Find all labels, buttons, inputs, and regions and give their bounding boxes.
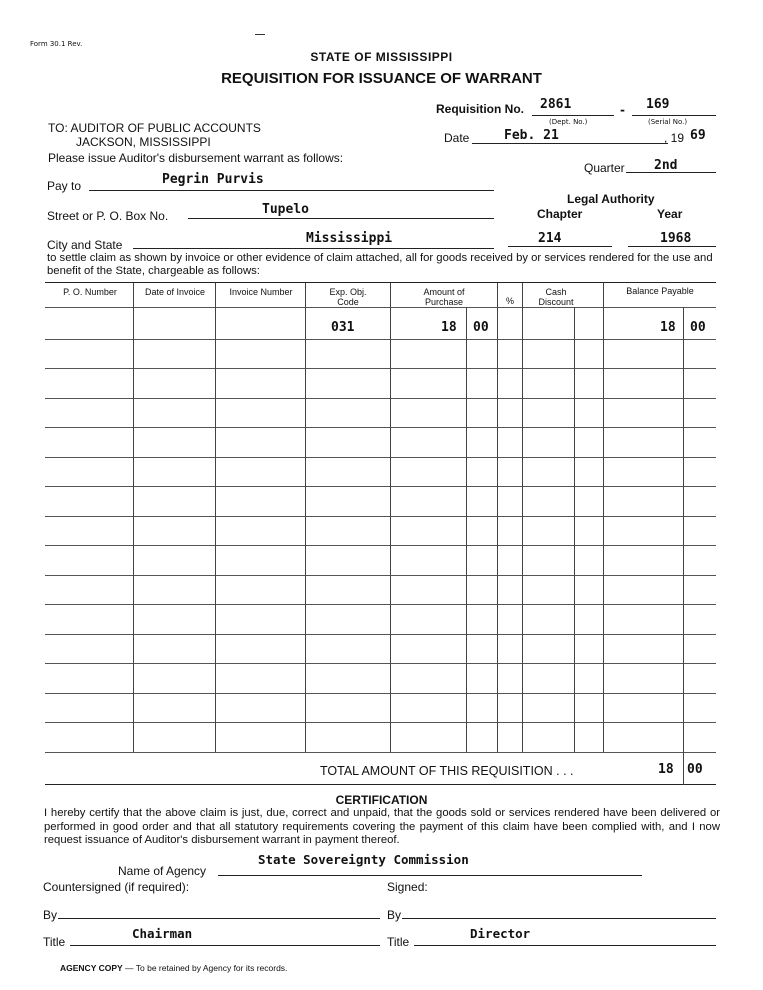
dept-no[interactable]: 2861 [540, 97, 572, 112]
legal-authority-label: Legal Authority [567, 192, 655, 206]
form-title: REQUISITION FOR ISSUANCE OF WARRANT [221, 70, 542, 87]
serial-no-caption: (Serial No.) [648, 118, 688, 126]
col-amount: Amount of Purchase [423, 287, 465, 307]
legal-year-value[interactable]: 1968 [660, 231, 692, 246]
row1-exp-code[interactable]: 031 [331, 320, 355, 335]
footer-copy-label: AGENCY COPY [60, 963, 123, 973]
col-date: Date of Invoice [144, 287, 206, 297]
agency-label: Name of Agency [118, 864, 207, 878]
requisition-label: Requisition No. [436, 102, 524, 116]
footer-note [60, 963, 287, 973]
state-heading: STATE OF MISSISSIPPI [310, 50, 453, 64]
year-suffix[interactable]: 69 [690, 128, 706, 143]
total-cents[interactable]: 00 [687, 762, 703, 777]
col-pct: % [505, 296, 514, 306]
right-title-value[interactable]: Director [470, 926, 531, 941]
chapter-label: Chapter [537, 207, 583, 221]
footer-copy-note: — To be retained by Agency for its records. [125, 963, 288, 973]
addressee-line1: TO: AUDITOR OF PUBLIC ACCOUNTS [48, 121, 261, 135]
signed-label: Signed: [387, 880, 428, 894]
date-value[interactable]: Feb. 21 [504, 128, 559, 143]
col-po: P. O. Number [63, 287, 117, 297]
row1-amount-dollars[interactable]: 18 [441, 320, 457, 335]
street-value[interactable]: Tupelo [262, 202, 309, 217]
countersigned-label: Countersigned (if required): [43, 880, 190, 894]
pay-to-label: Pay to [47, 179, 82, 193]
col-invoice: Invoice Number [229, 287, 293, 297]
year-prefix: , 19 [664, 131, 685, 145]
addressee-line2: JACKSON, MISSISSIPPI [76, 135, 211, 149]
title-label-right: Title [387, 935, 410, 949]
by-label-right: By [387, 908, 402, 922]
street-label: Street or P. O. Box No. [47, 209, 169, 223]
total-label: TOTAL AMOUNT OF THIS REQUISITION . . . [320, 764, 574, 778]
total-dollars[interactable]: 18 [658, 762, 674, 777]
pay-to-value[interactable]: Pegrin Purvis [162, 172, 264, 187]
chapter-value[interactable]: 214 [538, 231, 562, 246]
agency-value[interactable]: State Sovereignty Commission [258, 852, 469, 867]
city-value[interactable]: Mississippi [306, 231, 393, 246]
date-label: Date [444, 131, 470, 145]
title-label-left: Title [43, 935, 66, 949]
serial-no[interactable]: 169 [646, 97, 670, 112]
dept-no-caption: (Dept. No.) [549, 118, 588, 126]
year-label: Year [657, 207, 683, 221]
col-exp: Exp. Obj. Code [329, 287, 367, 307]
by-label-left: By [43, 908, 58, 922]
quarter-label: Quarter [584, 161, 625, 175]
dash-separator: - [620, 103, 625, 117]
certification-text: I hereby certify that the above claim is just, due, correct and unpaid, that the goods sold or services rendered have been delivered or performed in good order and that all statutory requirements covering the payment of this claim have been complied with, and I now request issuance of Auditor's disbursement warrant in payment thereof. [44, 807, 720, 846]
col-discount: Cash Discount [538, 287, 574, 307]
left-title-value[interactable]: Chairman [132, 926, 193, 941]
form-number: Form 30.1 Rev. [30, 40, 83, 48]
certification-title: CERTIFICATION [335, 793, 428, 807]
mark-dash [255, 34, 265, 35]
city-label: City and State [47, 238, 123, 252]
quarter-value[interactable]: 2nd [654, 158, 678, 173]
row1-balance-dollars[interactable]: 18 [660, 320, 676, 335]
row1-balance-cents[interactable]: 00 [690, 320, 706, 335]
col-balance: Balance Payable [626, 286, 694, 296]
claim-text: to settle claim as shown by invoice or other evidence of claim attached, all for goods received by or services rendered for the use and benefit of the State, chargeable as follows: [47, 252, 713, 277]
row1-amount-cents[interactable]: 00 [473, 320, 489, 335]
instruction-text: Please issue Auditor's disbursement warrant as follows: [48, 151, 344, 165]
